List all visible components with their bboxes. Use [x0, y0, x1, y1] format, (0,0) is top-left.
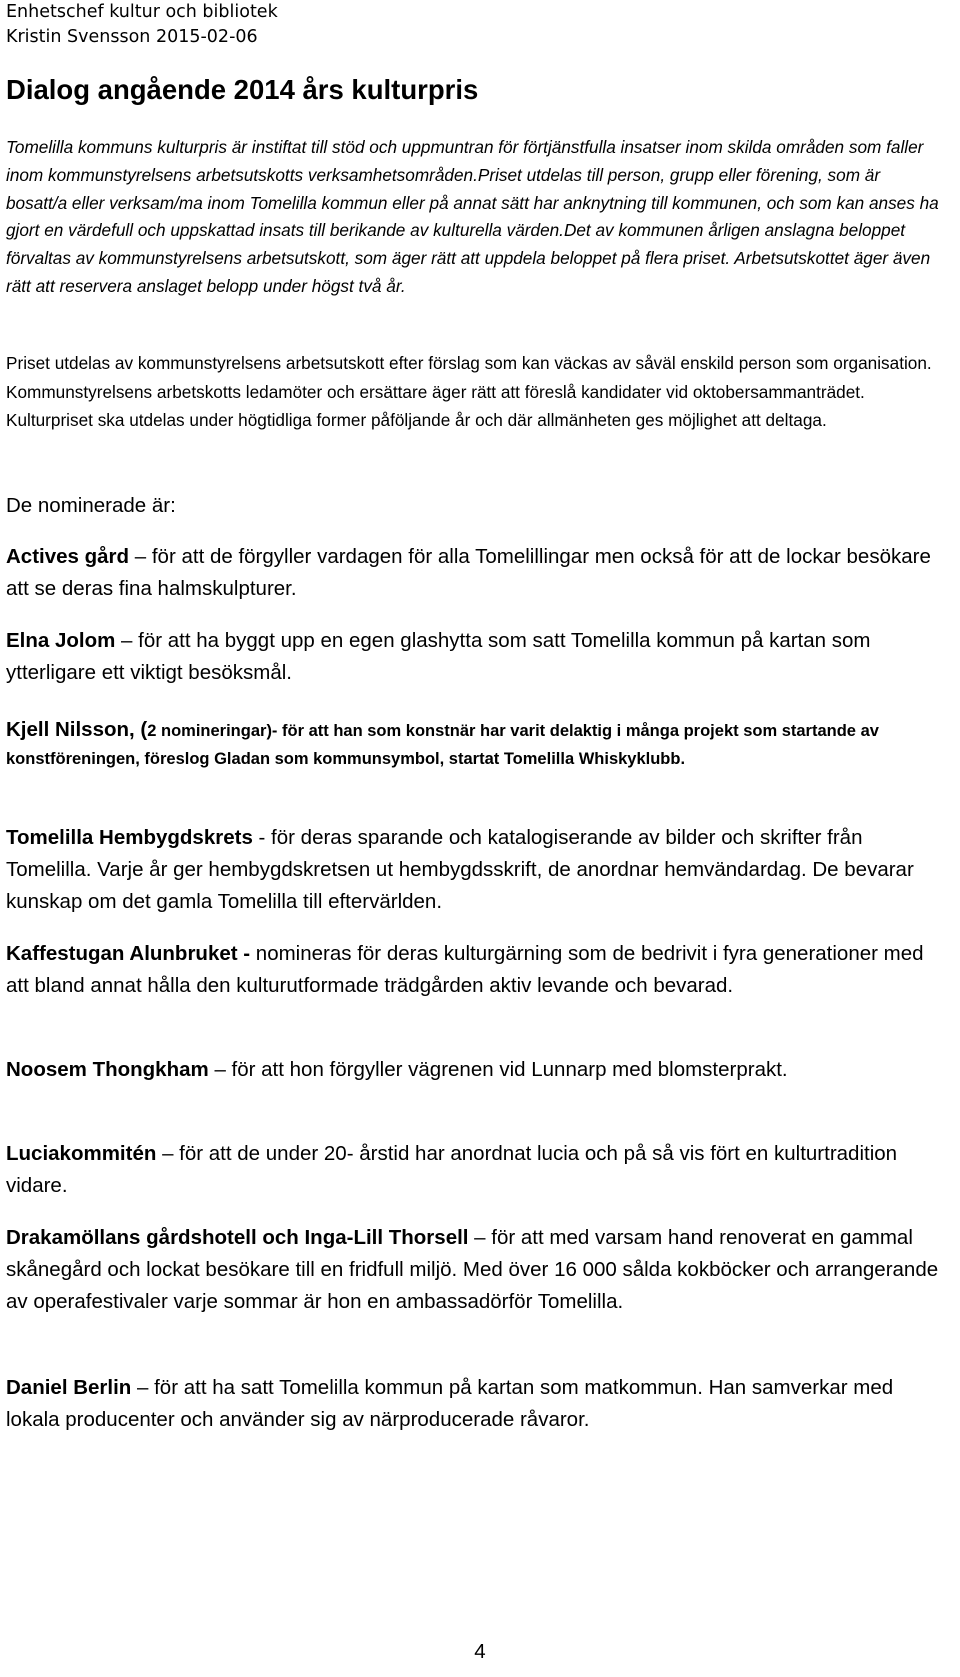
nominee-item [6, 625, 941, 689]
nominee-text: – för att ha byggt upp en egen glashytta som satt Tomelilla kommun på kartan som ytterligare ett viktigt besöksmål. [6, 629, 871, 684]
nominee-item [6, 541, 941, 605]
nominee-name: Drakamöllans gårdshotell och Inga-Lill Thorsell [6, 1226, 469, 1249]
nominee-item [6, 1222, 941, 1318]
nominee-text: - för deras sparande och katalogiserande av bilder och skrifter från Tomelilla. Varje år ger hembygdskretsen ut hembygdsskrift, de anordnar hemvändardag. De bevarar kunskap om det gamla Tomelilla till eftervärlden. [6, 826, 914, 913]
nominee-name: Actives gård [6, 545, 130, 568]
nominee-text: – för att de förgyller vardagen för alla Tomelillingar men också för att de lockar besökare att se deras fina halmskulpturer. [6, 545, 931, 600]
nominee-name: Daniel Berlin [6, 1376, 132, 1399]
nominee-name: Kjell Nilsson, ( [6, 718, 148, 741]
header-author-date: Kristin Svensson 2015-02-06 [6, 27, 258, 47]
nominee-item [6, 1372, 941, 1436]
nominee-item [6, 1138, 941, 1202]
nominee-name: Noosem Thongkham [6, 1058, 209, 1081]
nominee-item [6, 716, 941, 773]
header-unit: Enhetschef kultur och bibliotek [6, 2, 278, 22]
nominee-item [6, 822, 941, 918]
nominee-text: – för att ha satt Tomelilla kommun på kartan som matkommun. Han samverkar med lokala producenter och använder sig av närproducerade råvaror. [6, 1376, 894, 1431]
nominee-name: Kaffestugan Alunbruket - [6, 942, 251, 965]
page-number: 4 [474, 1640, 486, 1663]
document-header [6, 0, 278, 50]
intro-paragraph: Tomelilla kommuns kulturpris är instiftat till stöd och uppmuntran för förtjänstfulla insatser inom skilda områden som faller inom kommunstyrelsens arbetsutskotts verksamhetsområden.Priset utdelas till person, grupp eller förening, som är bosatt/a eller verksam/ma inom Tomelilla kommun eller på annat sätt har anknytning till kommunen, och som kan anses ha gjort en värdefull och uppskattad insats till berikande av kulturella värden.Det av kommunen årligen anslagna beloppet förvaltas av kommunstyrelsens arbetsutskott, som äger rätt att uppdela beloppet på flera priset. Arbetsutskottet äger även rätt att reservera anslaget belopp under högst två år. [6, 137, 939, 296]
nominee-text: nomineras för deras kulturgärning som de bedrivit i fyra generationer med att bland annat hålla den kulturutformade trädgården aktiv levande och bevarad. [6, 942, 924, 997]
nominees-heading: De nominerade är: [6, 494, 176, 517]
nominee-name: Elna Jolom [6, 629, 116, 652]
nominee-text: – för att de under 20- årstid har anordnat lucia och på så vis fört en kulturtradition vidare. [6, 1142, 898, 1197]
nominee-name: Tomelilla Hembygdskrets [6, 826, 253, 849]
nominee-item [6, 938, 941, 1002]
nominee-item [6, 1054, 941, 1086]
procedure-paragraph: Priset utdelas av kommunstyrelsens arbetsutskott efter förslag som kan väckas av såväl enskild person som organisation. Kommunstyrelsens arbetskotts ledamöter och ersättare äger rätt att föreslå kandidater vid oktobersammanträdet. Kulturpriset ska utdelas under högtidliga former påföljande år och där allmänheten ges möjlighet att deltaga. [6, 353, 932, 430]
page-title: Dialog angående 2014 års kulturpris [6, 74, 479, 105]
nominee-text: 2 nomineringar)- för att han som konstnär har varit delaktig i många projekt som startande av konstföreningen, föreslog Gladan som kommunsymbol, startat Tomelilla Whiskyklubb. [6, 722, 879, 768]
nominee-text: – för att med varsam hand renoverat en gammal skånegård och lockat besökare till en fridfull miljö. Med över 16 000 sålda kokböcker och arrangerande av operafestivaler varje sommar är hon en ambassadörför Tomelilla. [6, 1226, 939, 1313]
nominee-text: – för att hon förgyller vägrenen vid Lunnarp med blomsterprakt. [208, 1058, 788, 1081]
nominee-name: Luciakommitén [6, 1142, 157, 1165]
